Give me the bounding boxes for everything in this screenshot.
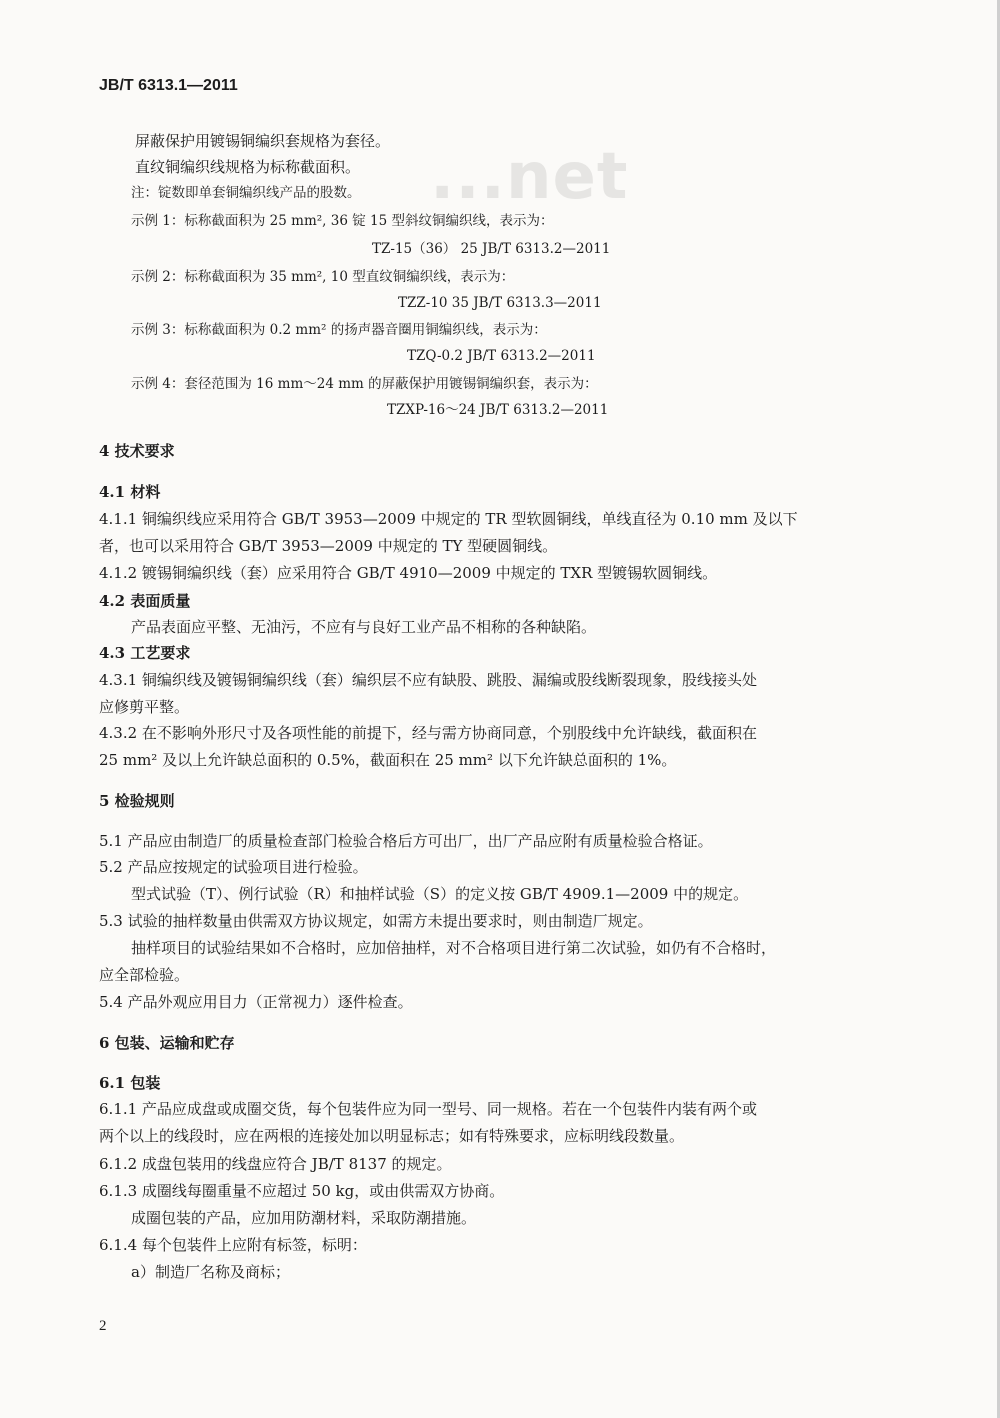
clause-4-1-2: 4.1.2 镀锡铜编织线（套）应采用符合 GB/T 4910—2009 中规定的 TXR 型镀锡软圆铜线。 bbox=[99, 564, 718, 582]
example-1: 示例 1：标称截面积为 25 mm², 36 锭 15 型斜纹铜编织线，表示为： bbox=[131, 213, 554, 229]
example-4: 示例 4：套径范围为 16 mm～24 mm 的屏蔽保护用镀锡铜编织套，表示为： bbox=[131, 376, 598, 392]
page-number: 2 bbox=[99, 1318, 107, 1334]
clause-5-3: 5.3 试验的抽样数量由供需双方协议规定，如需方未提出要求时，则由制造厂规定。 bbox=[99, 912, 653, 930]
example-3-code: TZQ-0.2 JB/T 6313.2—2011 bbox=[407, 348, 596, 364]
intro-line: 屏蔽保护用镀锡铜编织套规格为套径。 bbox=[135, 132, 391, 150]
example-3: 示例 3：标称截面积为 0.2 mm² 的扬声器音圈用铜编织线，表示为： bbox=[131, 322, 547, 338]
clause-4-3-2-cont: 25 mm² 及以上允许缺总面积的 0.5%，截面积在 25 mm² 以下允许缺总面积的 1%。 bbox=[99, 751, 677, 769]
section-4-1-heading: 4.1 材料 bbox=[99, 483, 161, 501]
section-6-heading: 6 包装、运输和贮存 bbox=[99, 1034, 235, 1052]
section-4-2-heading: 4.2 表面质量 bbox=[99, 592, 191, 610]
clause-4-2-text: 产品表面应平整、无油污，不应有与良好工业产品不相称的各种缺陷。 bbox=[131, 618, 597, 636]
clause-5-2: 5.2 产品应按规定的试验项目进行检验。 bbox=[99, 858, 368, 876]
note: 注：锭数即单套铜编织线产品的股数。 bbox=[131, 185, 361, 201]
example-1-code: TZ-15（36） 25 JB/T 6313.2—2011 bbox=[372, 241, 611, 257]
clause-6-1-3: 6.1.3 成圈线每圈重量不应超过 50 kg，或由供需双方协商。 bbox=[99, 1182, 505, 1200]
clause-5-4: 5.4 产品外观应用目力（正常视力）逐件检查。 bbox=[99, 993, 413, 1011]
watermark: ...net bbox=[430, 140, 629, 214]
clause-4-1-1-cont: 者，也可以采用符合 GB/T 3953—2009 中规定的 TY 型硬圆铜线。 bbox=[99, 537, 558, 555]
section-4-heading: 4 技术要求 bbox=[99, 442, 175, 460]
clause-5-2-text: 型式试验（T）、例行试验（R）和抽样试验（S）的定义按 GB/T 4909.1—2009 中的规定。 bbox=[131, 885, 749, 903]
clause-5-3-text-cont: 应全部检验。 bbox=[99, 966, 190, 984]
intro-line: 直纹铜编织线规格为标称截面积。 bbox=[135, 158, 361, 176]
clause-5-1: 5.1 产品应由制造厂的质量检查部门检验合格后方可出厂，出厂产品应附有质量检验合格证。 bbox=[99, 832, 713, 850]
section-5-heading: 5 检验规则 bbox=[99, 792, 175, 810]
example-2: 示例 2：标称截面积为 35 mm², 10 型直纹铜编织线，表示为： bbox=[131, 269, 515, 285]
clause-6-1-4: 6.1.4 每个包装件上应附有标签，标明： bbox=[99, 1236, 367, 1254]
clause-6-1-3-text: 成圈包装的产品，应加用防潮材料，采取防潮措施。 bbox=[131, 1209, 477, 1227]
section-4-3-heading: 4.3 工艺要求 bbox=[99, 644, 191, 662]
clause-6-1-2: 6.1.2 成盘包装用的线盘应符合 JB/T 8137 的规定。 bbox=[99, 1155, 452, 1173]
section-6-1-heading: 6.1 包装 bbox=[99, 1074, 161, 1092]
list-item-a: a）制造厂名称及商标； bbox=[131, 1263, 290, 1281]
example-4-code: TZXP-16～24 JB/T 6313.2—2011 bbox=[387, 402, 609, 418]
clause-5-3-text: 抽样项目的试验结果如不合格时，应加倍抽样，对不合格项目进行第二次试验，如仍有不合格时， bbox=[131, 939, 777, 957]
clause-4-3-2: 4.3.2 在不影响外形尺寸及各项性能的前提下，经与需方协商同意，个别股线中允许缺线，截面积在 bbox=[99, 724, 757, 742]
example-2-code: TZZ-10 35 JB/T 6313.3—2011 bbox=[398, 295, 602, 311]
clause-6-1-1-cont: 两个以上的线段时，应在两根的连接处加以明显标志；如有特殊要求，应标明线段数量。 bbox=[99, 1127, 685, 1145]
clause-4-3-1-cont: 应修剪平整。 bbox=[99, 698, 190, 716]
clause-4-3-1: 4.3.1 铜编织线及镀锡铜编织线（套）编织层不应有缺股、跳股、漏编或股线断裂现象，股线接头处 bbox=[99, 671, 757, 689]
document-id: JB/T 6313.1—2011 bbox=[99, 77, 238, 94]
clause-4-1-1: 4.1.1 铜编织线应采用符合 GB/T 3953—2009 中规定的 TR 型软圆铜线，单线直径为 0.10 mm 及以下 bbox=[99, 510, 798, 528]
clause-6-1-1: 6.1.1 产品应成盘或成圈交货，每个包装件应为同一型号、同一规格。若在一个包装件内装有两个或 bbox=[99, 1100, 757, 1118]
